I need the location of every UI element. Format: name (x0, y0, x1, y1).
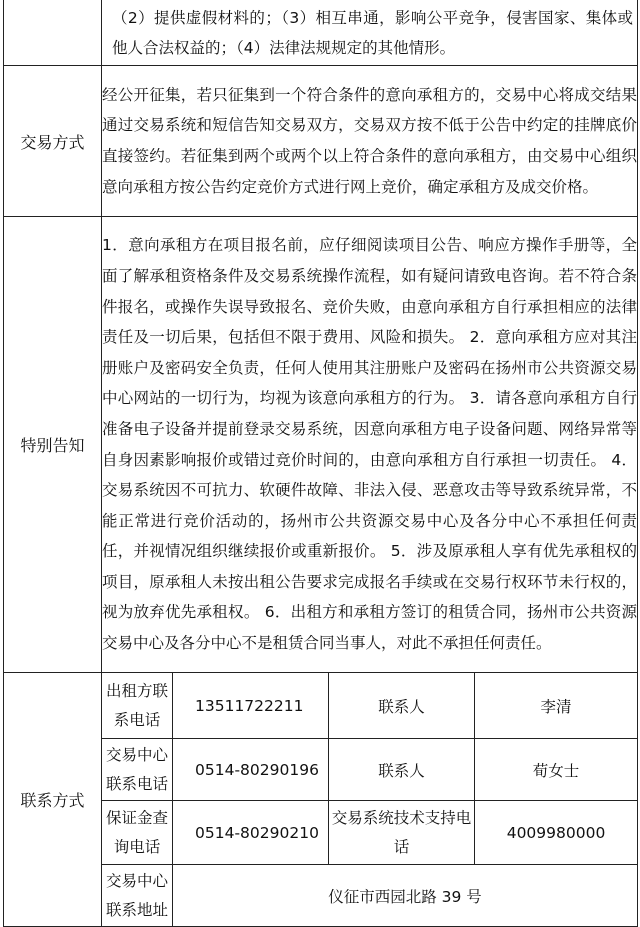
lessor-phone-value: 13511722211 (173, 673, 329, 739)
prior-conditions-text: （2）提供虚假材料的；（3）相互串通，影响公平竞争，侵害国家、集体或他人合法权益的；（4）法律法规规定的其他情形。 (102, 0, 638, 66)
special-notice-text: 1．意向承租方在项目报名前，应仔细阅读项目公告、响应方操作手册等，全面了解承租资格条件及交易系统操作流程，如有疑问请致电咨询。若不符合条件报名，或操作失误导致报名、竞价失败，由意向承租方自行承担相应的法律责任及一切后果，包括但不限于费用、风险和损失。 2．意向承租方应对其注册账户及密码安全负责，任何人使用其注册账户及密码在扬州市公共资源交易中心网站的一切行为，均视为该意向承租方的行为。 3．请各意向承租方自行准备电子设备并提前登录交易系统，因意向承租方电子设备问题、网络异常等自身因素影响报价或错过竞价时间的，由意向承租方自行承担一切责任。 4．交易系统因不可抗力、软硬件故障、非法入侵、恶意攻击等导致系统异常，不能正常进行竞价活动的，扬州市公共资源交易中心及各分中心不承担任何责任，并视情况组织继续报价或重新报价。 5．涉及原承租人享有优先承租权的项目，原承租人未按出租公告要求完成报名手续或在交易行权环节未行权的，视为放弃优先承租权。 6．出租方和承租方签订的租赁合同，扬州市公共资源交易中心及各分中心不是租赁合同当事人，对此不承担任何责任。 (102, 217, 638, 673)
lessor-contact-value: 李清 (475, 673, 638, 739)
center-contact-label: 联系人 (329, 739, 475, 801)
special-notice-label: 特别告知 (4, 217, 102, 673)
trade-method-text: 经公开征集，若只征集到一个符合条件的意向承租方的，交易中心将成交结果通过交易系统和短信告知交易双方，交易双方按不低于公告中约定的挂牌底价直接签约。若征集到两个或两个以上符合条件的意向承租方，由交易中心组织意向承租方按公告约定竞价方式进行网上竞价，确定承租方及成交价格。 (102, 66, 638, 217)
center-address-label: 交易中心联系地址 (102, 865, 173, 927)
center-phone-label: 交易中心联系电话 (102, 739, 173, 801)
lessor-contact-label: 联系人 (329, 673, 475, 739)
center-address-value: 仪征市西园北路 39 号 (173, 865, 638, 927)
deposit-phone-value: 0514-80290210 (173, 801, 329, 865)
center-phone-value: 0514-80290196 (173, 739, 329, 801)
row-prior-conditions (4, 0, 638, 66)
row-trade-method (4, 66, 638, 217)
row-lessor-phone (4, 673, 638, 739)
tech-support-phone-value: 4009980000 (475, 801, 638, 865)
empty-label-cell (4, 0, 102, 66)
announcement-table (3, 0, 638, 927)
deposit-phone-label: 保证金查询电话 (102, 801, 173, 865)
tech-support-label: 交易系统技术支持电话 (329, 801, 475, 865)
contact-label: 联系方式 (4, 673, 102, 927)
row-special-notice (4, 217, 638, 673)
center-contact-value: 荀女士 (475, 739, 638, 801)
trade-method-label: 交易方式 (4, 66, 102, 217)
lessor-phone-label: 出租方联系电话 (102, 673, 173, 739)
